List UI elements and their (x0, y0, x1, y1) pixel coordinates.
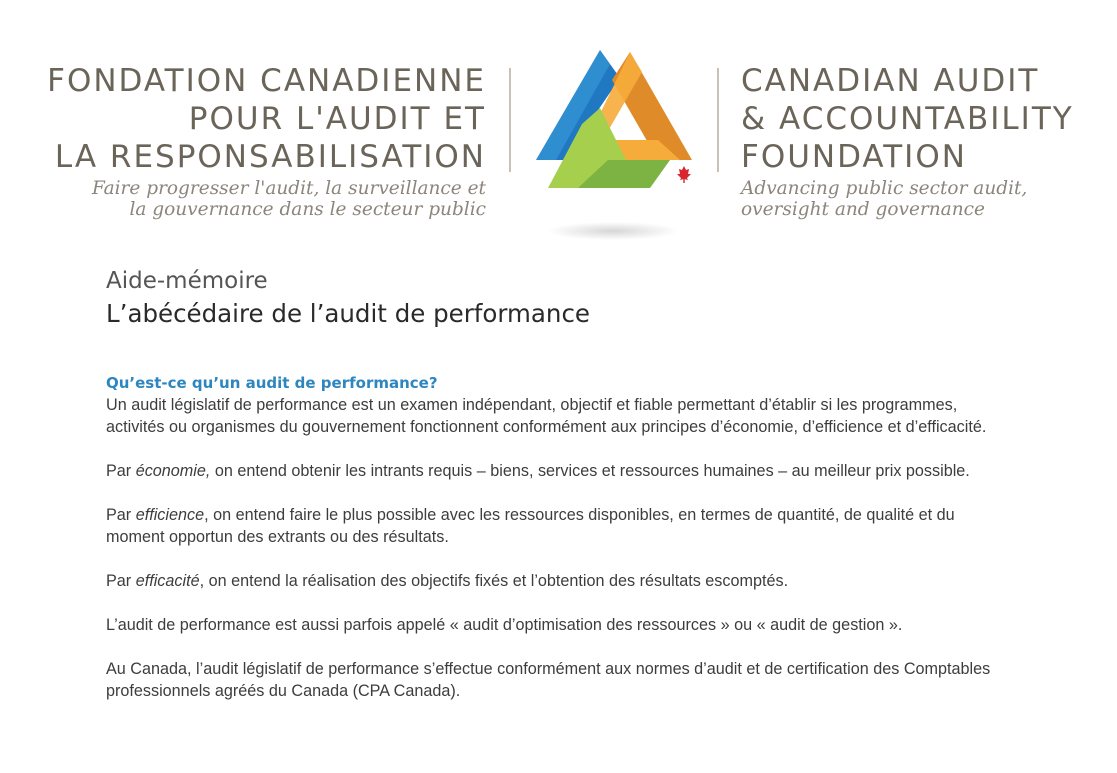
english-tagline-line-2: oversight and governance (741, 199, 985, 220)
economy-definition: on entend obtenir les intrants requis – biens, services et ressources humaines – au meilleur prix possible. (210, 462, 970, 480)
economy-paragraph (106, 460, 1006, 482)
french-tagline-line-2: la gouvernance dans le secteur public (129, 199, 486, 220)
efficiency-paragraph (106, 504, 1006, 548)
document-title-block (106, 265, 590, 331)
french-name-line-1: FONDATION CANADIENNE (47, 63, 486, 99)
effectiveness-definition: , on entend la réalisation des objectifs fixés et l’obtention des résultats escomptés. (199, 572, 789, 590)
efficiency-definition: , on entend faire le plus possible avec les ressources disponibles, en termes de quantité, de qualité et du moment opportun des extrants ou des résultats. (106, 506, 955, 546)
aka-paragraph: L’audit de performance est aussi parfois appelé « audit d’optimisation des ressources » ou « audit de gestion ». (106, 616, 903, 634)
effectiveness-prefix: Par (106, 572, 136, 590)
left-divider (509, 68, 511, 172)
document-body (106, 372, 1006, 724)
french-name-line-3: LA RESPONSABILISATION (54, 139, 486, 175)
english-name-line-3: FOUNDATION (741, 139, 967, 175)
french-letterhead (40, 62, 486, 220)
french-tagline (40, 178, 486, 220)
logo-shadow (548, 222, 678, 240)
right-divider (717, 68, 719, 172)
intro-paragraph: Un audit législatif de performance est un examen indépendant, objectif et fiable permettant d’établir si les programmes, activités ou organismes du gouvernement fonctionnent conformément aux principes d’économie, d’efficience et d’efficacité. (106, 396, 987, 436)
english-letterhead (741, 62, 1117, 220)
economy-prefix: Par (106, 462, 136, 480)
section-heading: Qu’est-ce qu’un audit de performance? (106, 374, 438, 392)
english-name-line-2: & ACCOUNTABILITY (741, 101, 1074, 137)
english-tagline-line-1: Advancing public sector audit, (741, 178, 1028, 199)
triangle-logo-icon (530, 48, 702, 198)
english-tagline (741, 178, 1117, 220)
french-tagline-line-1: Faire progresser l'audit, la surveillance et (92, 178, 486, 199)
efficiency-prefix: Par (106, 506, 136, 524)
effectiveness-term: efficacité (135, 572, 200, 590)
effectiveness-paragraph (106, 570, 1006, 592)
french-name-line-2: POUR L'AUDIT ET (188, 101, 486, 137)
economy-term: économie, (135, 462, 211, 480)
document-title: L’abécédaire de l’audit de performance (106, 299, 591, 328)
english-name-line-1: CANADIAN AUDIT (741, 63, 1040, 99)
efficiency-term: efficience (135, 506, 205, 524)
canada-paragraph: Au Canada, l’audit législatif de performance s’effectue conformément aux normes d’audit et de certification des Comptables professionnels agréés du Canada (CPA Canada). (106, 660, 991, 700)
document-kicker: Aide-mémoire (106, 268, 268, 294)
